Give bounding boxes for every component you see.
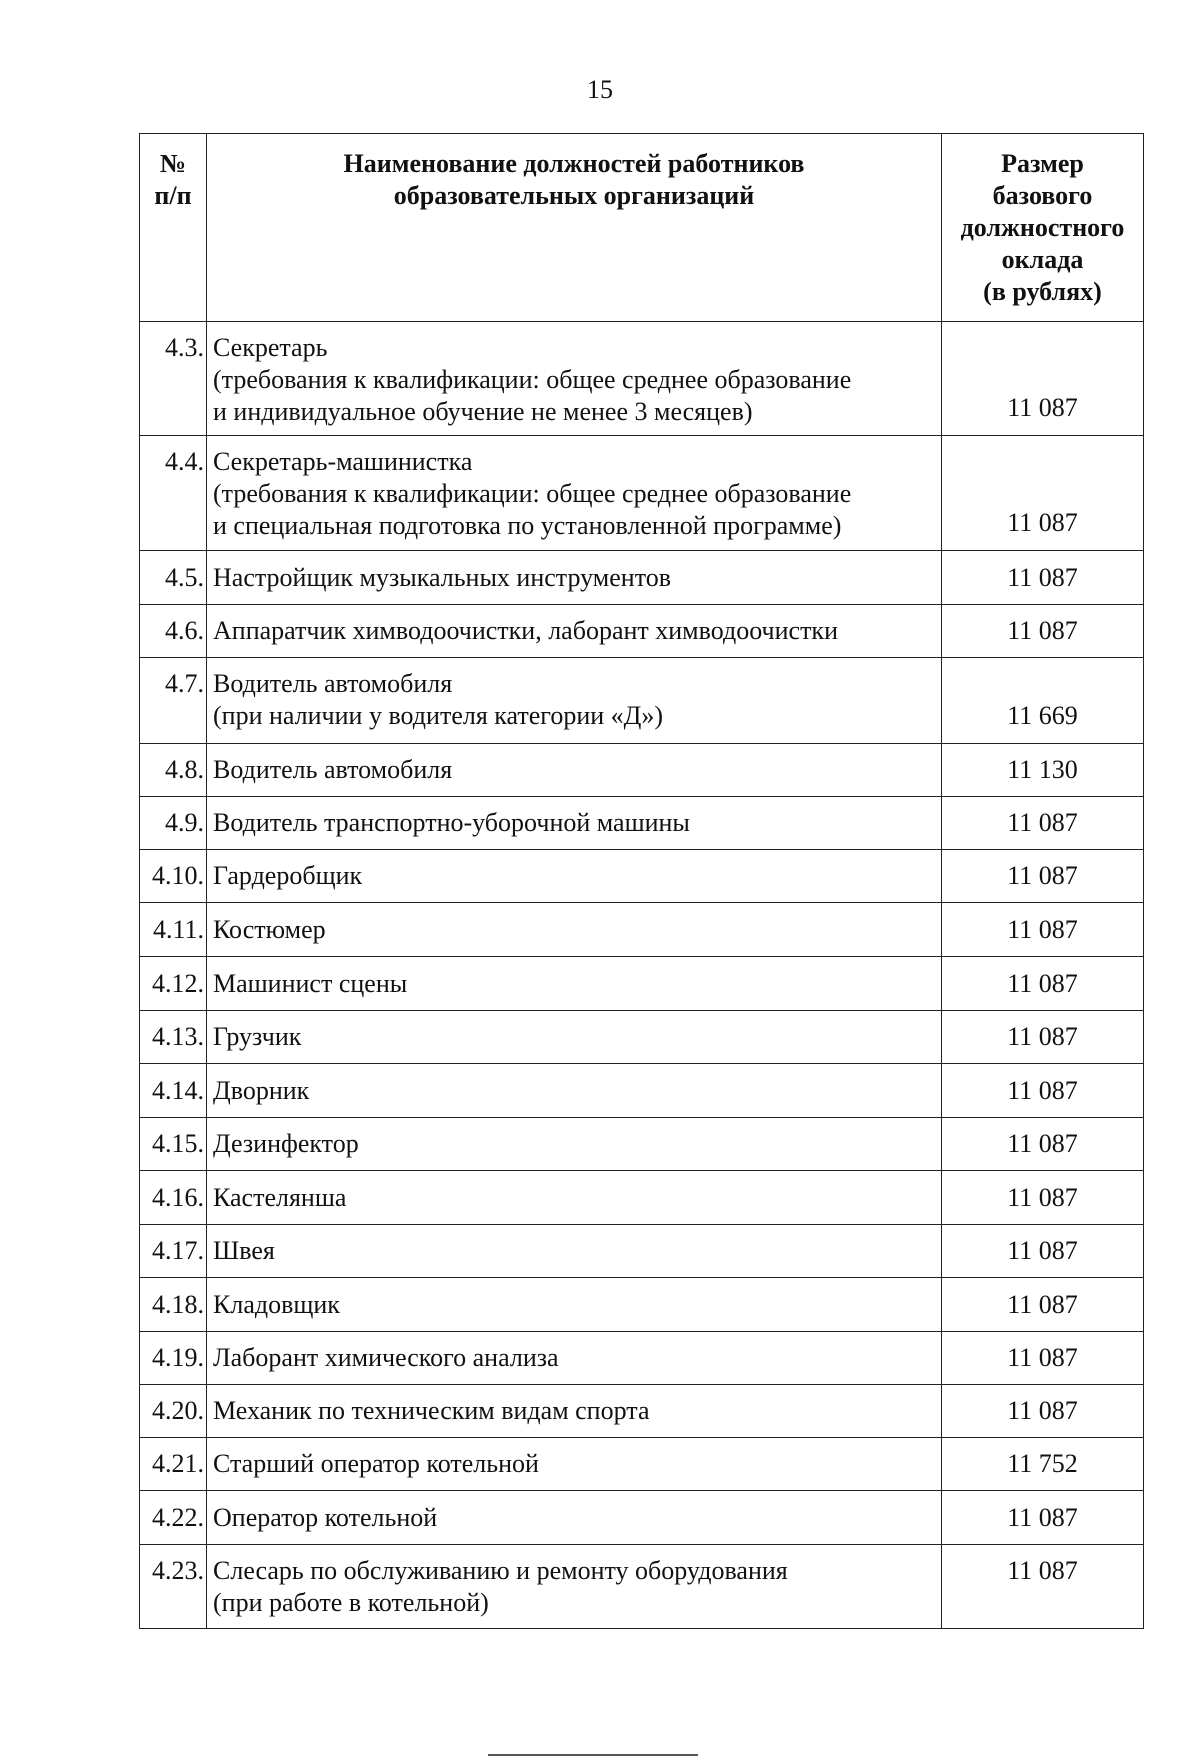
header-name <box>207 134 942 322</box>
row-number: 4.14. <box>140 1064 207 1118</box>
position-name-line: Слесарь по обслуживанию и ремонту оборудования <box>213 1556 788 1585</box>
position-name-line: (при работе в котельной) <box>213 1588 489 1617</box>
row-number: 4.21. <box>140 1438 207 1491</box>
position-name-line: Швея <box>213 1236 275 1265</box>
base-salary: 11 087 <box>942 1332 1144 1385</box>
table-row <box>140 1545 1144 1629</box>
base-salary: 11 087 <box>942 436 1144 551</box>
row-number: 4.13. <box>140 1011 207 1064</box>
header-name-line: Наименование должностей работников <box>343 149 805 178</box>
base-salary: 11 087 <box>942 1545 1144 1629</box>
position-name-line: Гардеробщик <box>213 861 363 890</box>
row-number: 4.20. <box>140 1385 207 1438</box>
table-row <box>140 1064 1144 1118</box>
position-name-line: Аппаратчик химводоочистки, лаборант химводоочистки <box>213 616 838 645</box>
position-name-line: Водитель автомобиля <box>213 669 453 698</box>
scan-artifact <box>488 1754 698 1756</box>
table-row <box>140 551 1144 605</box>
position-name <box>207 744 942 797</box>
header-salary-line: Размер <box>1001 149 1084 178</box>
base-salary: 11 087 <box>942 850 1144 903</box>
table-row <box>140 1171 1144 1225</box>
base-salary: 11 087 <box>942 957 1144 1011</box>
table-row <box>140 1225 1144 1278</box>
position-name-line: (требования к квалификации: общее среднее образование <box>213 365 852 394</box>
base-salary: 11 087 <box>942 1171 1144 1225</box>
position-name-line: Дезинфектор <box>213 1129 359 1158</box>
table-row <box>140 436 1144 551</box>
position-name <box>207 1545 942 1629</box>
page-number: 15 <box>587 75 613 104</box>
position-name <box>207 1118 942 1171</box>
position-name-line: Кладовщик <box>213 1289 340 1319</box>
position-name <box>207 1332 942 1385</box>
position-name-line: Настройщик музыкальных инструментов <box>213 562 671 592</box>
position-name <box>207 658 942 744</box>
row-number: 4.12. <box>140 957 207 1011</box>
table-row <box>140 957 1144 1011</box>
position-name <box>207 1278 942 1332</box>
header-num-line: № <box>159 149 187 178</box>
base-salary: 11 087 <box>942 605 1144 658</box>
header-salary-line: оклада <box>1001 245 1084 274</box>
base-salary: 11 087 <box>942 1118 1144 1171</box>
table-row <box>140 658 1144 744</box>
row-number: 4.8. <box>140 744 207 797</box>
position-name-line: Водитель транспортно-уборочной машины <box>213 808 690 837</box>
base-salary: 11 087 <box>942 1278 1144 1332</box>
base-salary: 11 752 <box>942 1438 1144 1491</box>
row-number: 4.4. <box>140 436 207 551</box>
table-row <box>140 1491 1144 1545</box>
position-name <box>207 1385 942 1438</box>
position-name-line: Дворник <box>213 1075 310 1105</box>
row-number: 4.6. <box>140 605 207 658</box>
table-header-row <box>140 134 1144 322</box>
position-name-line: и специальная подготовка по установленной программе) <box>213 511 842 540</box>
salary-table <box>139 133 1144 1629</box>
header-salary-line: должностного <box>960 213 1125 242</box>
base-salary: 11 087 <box>942 1385 1144 1438</box>
row-number: 4.15. <box>140 1118 207 1171</box>
position-name <box>207 605 942 658</box>
position-name-line: Кастелянша <box>213 1182 347 1212</box>
row-number: 4.19. <box>140 1332 207 1385</box>
table-row <box>140 1438 1144 1491</box>
position-name-line: (при наличии у водителя категории «Д») <box>213 701 664 730</box>
table-row <box>140 850 1144 903</box>
header-num <box>140 134 207 322</box>
position-name-line: Лаборант химического анализа <box>213 1343 559 1372</box>
position-name-line: Водитель автомобиля <box>213 755 453 784</box>
table-row <box>140 797 1144 850</box>
row-number: 4.18. <box>140 1278 207 1332</box>
base-salary: 11 087 <box>942 551 1144 605</box>
row-number: 4.3. <box>140 322 207 436</box>
base-salary: 11 087 <box>942 1011 1144 1064</box>
header-salary <box>942 134 1144 322</box>
position-name-line: и индивидуальное обучение не менее 3 месяцев) <box>213 397 753 426</box>
position-name-line: Механик по техническим видам спорта <box>213 1396 650 1425</box>
row-number: 4.9. <box>140 797 207 850</box>
table-row <box>140 322 1144 436</box>
position-name-line: Секретарь <box>213 333 328 362</box>
position-name <box>207 1064 942 1118</box>
row-number: 4.5. <box>140 551 207 605</box>
position-name <box>207 797 942 850</box>
table-row <box>140 1278 1144 1332</box>
header-salary-line: базового <box>992 181 1093 210</box>
header-name-line: образовательных организаций <box>393 181 755 210</box>
table-row <box>140 1011 1144 1064</box>
row-number: 4.16. <box>140 1171 207 1225</box>
position-name-line: Машинист сцены <box>213 968 408 998</box>
position-name <box>207 436 942 551</box>
table-row <box>140 1332 1144 1385</box>
header-salary-line: (в рублях) <box>983 277 1102 306</box>
row-number: 4.23. <box>140 1545 207 1629</box>
table-row <box>140 1118 1144 1171</box>
position-name <box>207 1225 942 1278</box>
row-number: 4.7. <box>140 658 207 744</box>
position-name-line: Старший оператор котельной <box>213 1449 539 1478</box>
position-name <box>207 957 942 1011</box>
position-name-line: Костюмер <box>213 914 326 944</box>
base-salary: 11 087 <box>942 1064 1144 1118</box>
base-salary: 11 087 <box>942 903 1144 957</box>
base-salary: 11 087 <box>942 322 1144 436</box>
position-name <box>207 850 942 903</box>
table-row <box>140 744 1144 797</box>
row-number: 4.22. <box>140 1491 207 1545</box>
table-row <box>140 1385 1144 1438</box>
base-salary: 11 130 <box>942 744 1144 797</box>
base-salary: 11 087 <box>942 1225 1144 1278</box>
position-name-line: (требования к квалификации: общее среднее образование <box>213 479 852 508</box>
position-name <box>207 1011 942 1064</box>
position-name <box>207 903 942 957</box>
base-salary: 11 669 <box>942 658 1144 744</box>
base-salary: 11 087 <box>942 1491 1144 1545</box>
table-row <box>140 605 1144 658</box>
row-number: 4.17. <box>140 1225 207 1278</box>
position-name <box>207 551 942 605</box>
position-name <box>207 322 942 436</box>
position-name-line: Секретарь-машинистка <box>213 447 473 476</box>
row-number: 4.11. <box>140 903 207 957</box>
position-name <box>207 1171 942 1225</box>
header-num-line: п/п <box>154 181 192 210</box>
table-row <box>140 903 1144 957</box>
position-name-line: Оператор котельной <box>213 1502 438 1532</box>
row-number: 4.10. <box>140 850 207 903</box>
base-salary: 11 087 <box>942 797 1144 850</box>
position-name-line: Грузчик <box>213 1022 302 1051</box>
position-name <box>207 1491 942 1545</box>
position-name <box>207 1438 942 1491</box>
